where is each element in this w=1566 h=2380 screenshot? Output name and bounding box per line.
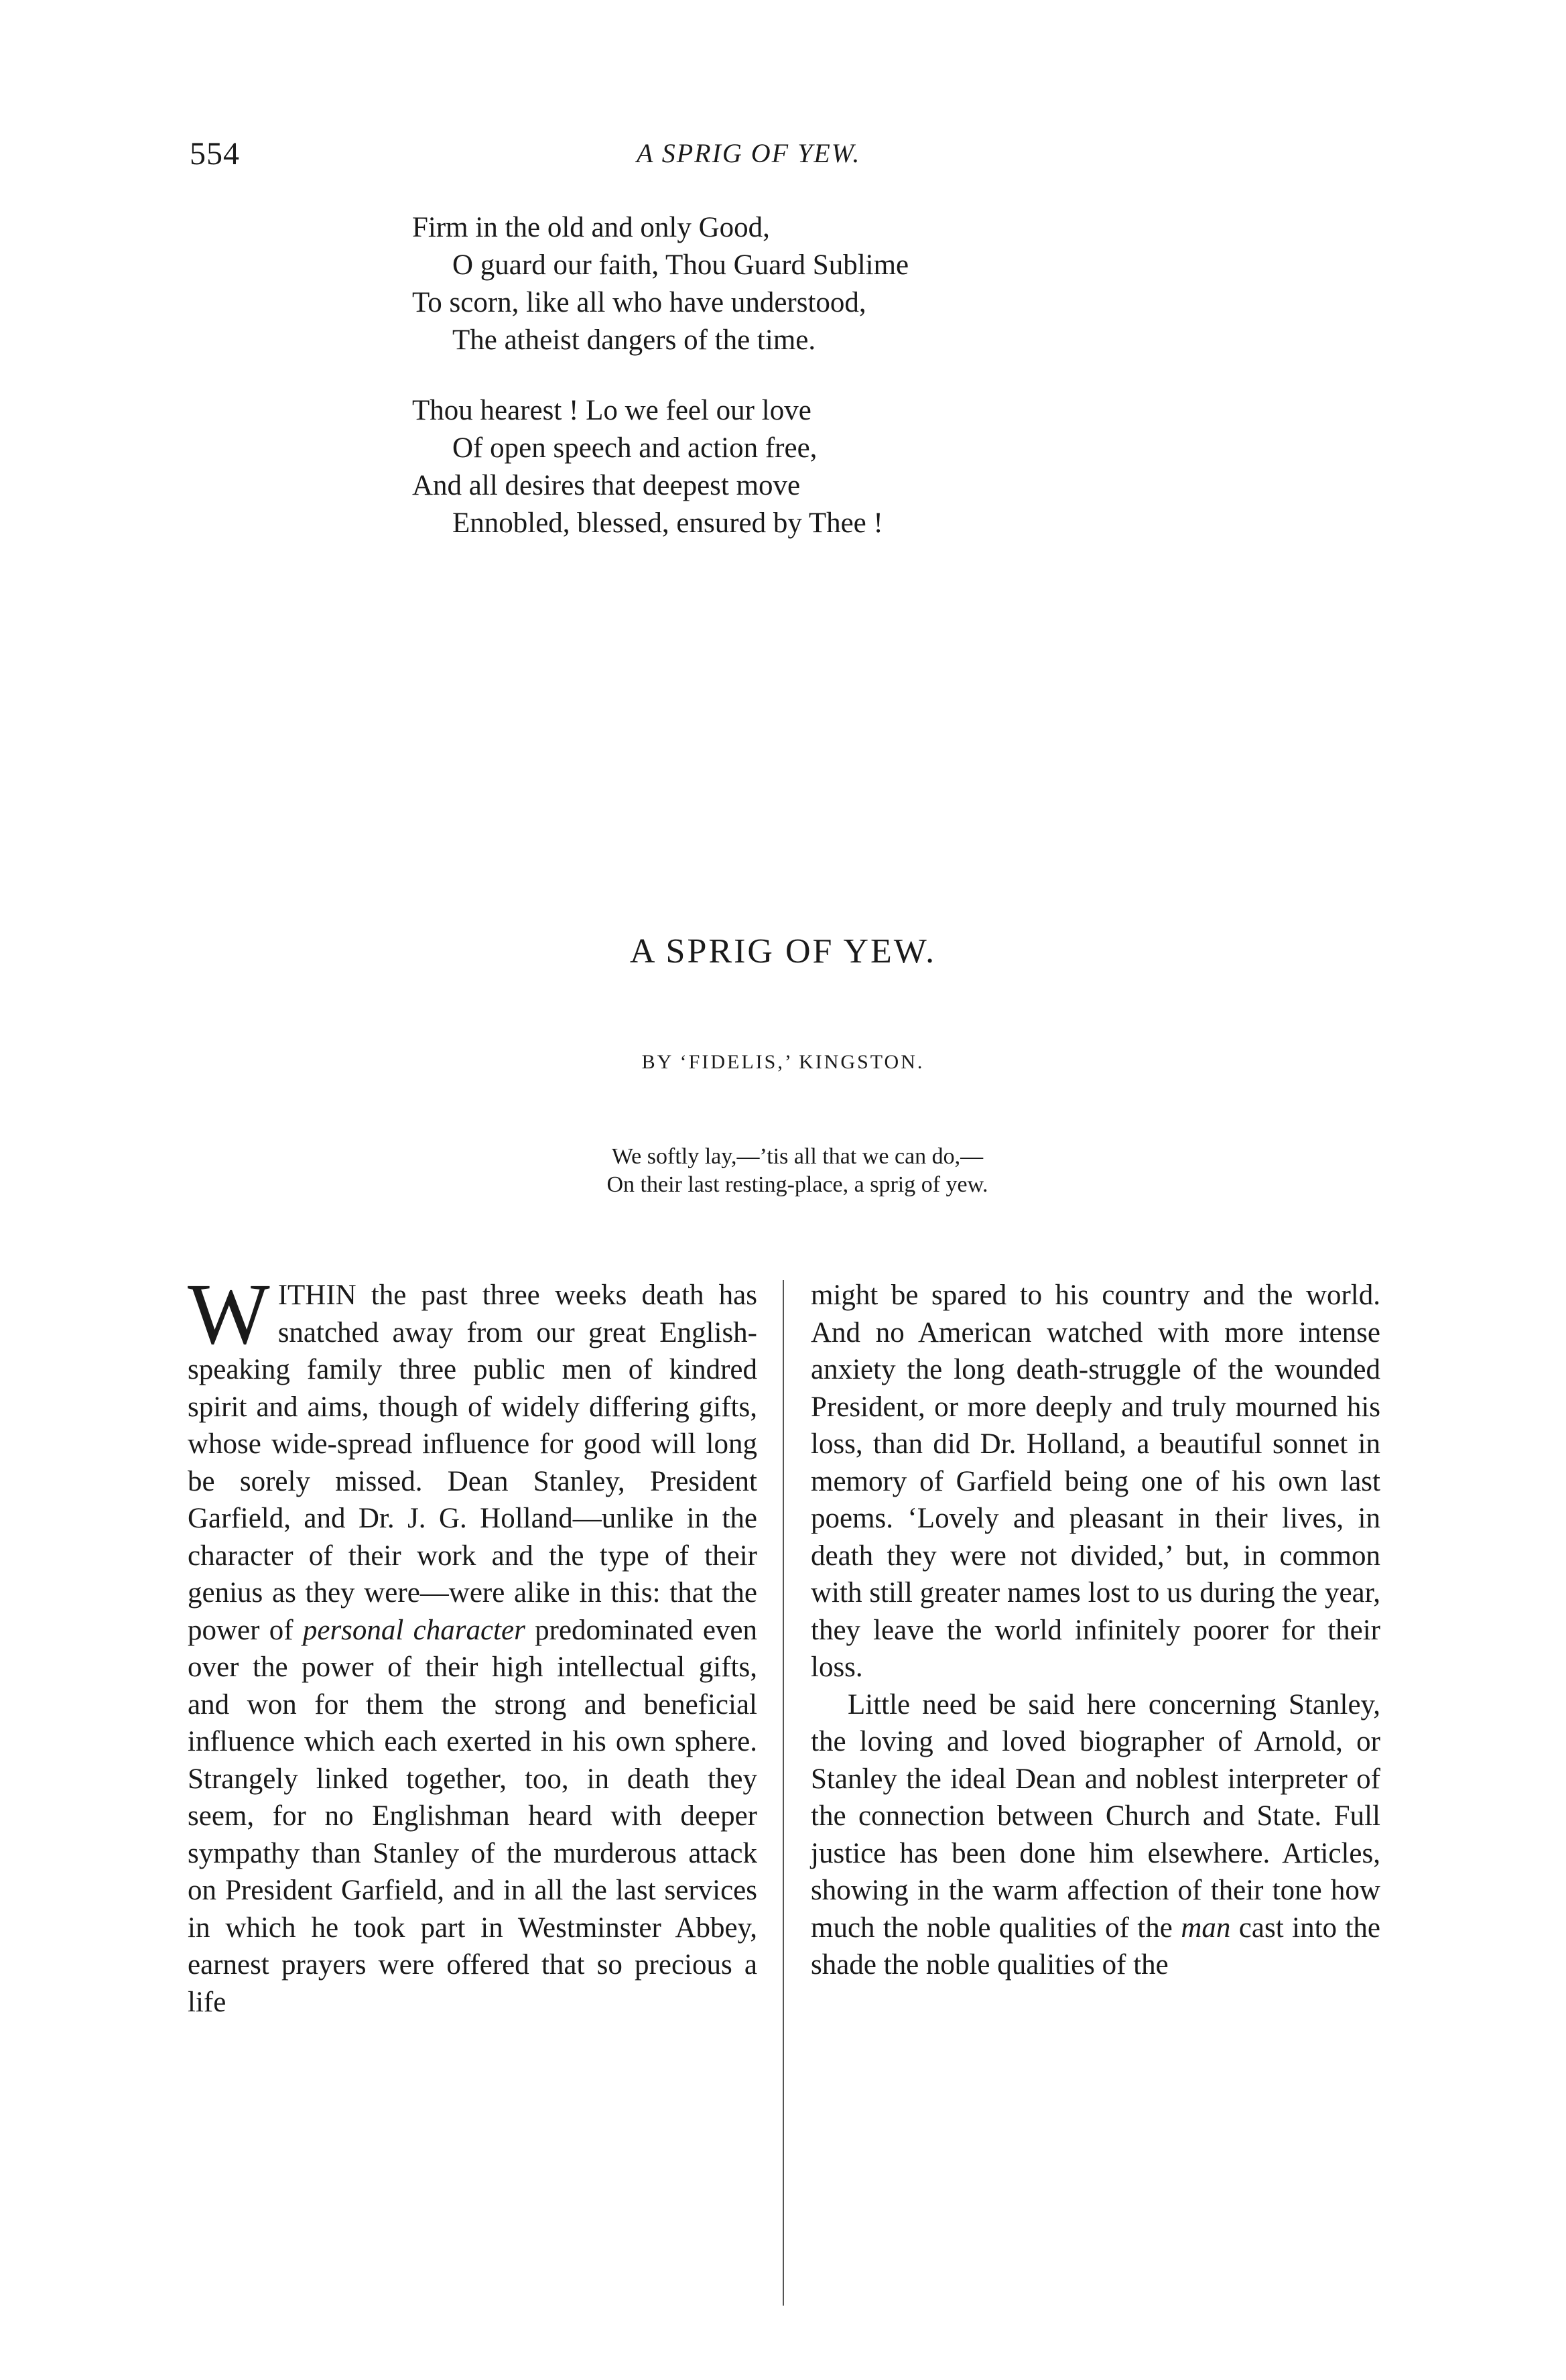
poem-line: Ennobled, blessed, ensured by Thee ! (452, 507, 883, 539)
poem-stanza-1 (412, 209, 909, 359)
epigraph-line: We softly lay,—’tis all that we can do,— (611, 1144, 984, 1169)
poem-line: The atheist dangers of the time. (452, 324, 816, 356)
poem-line: Firm in the old and only Good, (412, 212, 770, 243)
running-head: A SPRIG OF YEW. (637, 138, 861, 168)
body-text: ITHIN the past three weeks death has snatched away from our great English-speaking family three public men of kindred spirit and aims, though of widely differing gifts, whose wide-spread influence for good will long be sorely missed. Dean Stanley, President Garfield, and Dr. J. G. Holland—unlike in the character of their work and the type of their genius as they were—were alike in this: that the power of (188, 1279, 757, 1646)
left-column (188, 1266, 757, 2021)
body-text: predominated even over the power of their high intellectual gifts, and won for them the strong and beneficial influence which each exerted in his own sphere. Strangely linked together, too, in death they seem, for no Englishman heard with deeper sympathy than Stanley of the murderous attack on President Garfield, and in all the last services in which he took part in Westminster Abbey, earnest prayers were offered that so precious a life (188, 1614, 757, 2018)
emphasis-text: man (1181, 1912, 1231, 1944)
article-byline: BY ‘FIDELIS,’ KINGSTON. (641, 1051, 925, 1073)
page-number: 554 (190, 136, 240, 172)
body-paragraph (188, 1266, 757, 2021)
epigraph (523, 1143, 1072, 1199)
poem-line: Thou hearest ! Lo we feel our love (412, 395, 811, 426)
poem-line: O guard our faith, Thou Guard Sublime (452, 249, 909, 281)
emphasis-text: personal character (302, 1614, 525, 1646)
right-column (811, 1277, 1380, 1984)
body-text: Little need be said here concerning Stanley, the loving and loved biographer of Arnold, or Stanley the ideal Dean and noblest interpreter of the connection between Church and State. Full justice has been done him elsewhere. Articles, showing in the warm affection of their tone how much the noble qualities of the (811, 1688, 1380, 1944)
poem-stanza-2 (412, 392, 883, 542)
column-divider (783, 1280, 784, 2306)
drop-cap: W (188, 1266, 270, 1363)
poem-line: To scorn, like all who have understood, (412, 287, 866, 318)
body-paragraph (811, 1686, 1380, 1984)
poem-line: Of open speech and action free, (452, 432, 818, 464)
poem-line: And all desires that deepest move (412, 470, 801, 501)
epigraph-line: On their last resting-place, a sprig of yew. (606, 1172, 988, 1197)
article-title: A SPRIG OF YEW. (629, 932, 937, 970)
body-text: cast into the shade the noble qualities of the (811, 1912, 1381, 1981)
body-paragraph: might be spared to his country and the world. And no American watched with more intense anxiety the long death-struggle of the wounded President, or more deeply and truly mourned his loss, than did Dr. Holland, a beautiful sonnet in memory of Garfield being one of his own last poems. ‘Lovely and pleasant in their lives, in death they were not divided,’ but, in common with still greater names lost to us during the year, they leave the world infinitely poorer for their loss. (811, 1279, 1380, 1683)
